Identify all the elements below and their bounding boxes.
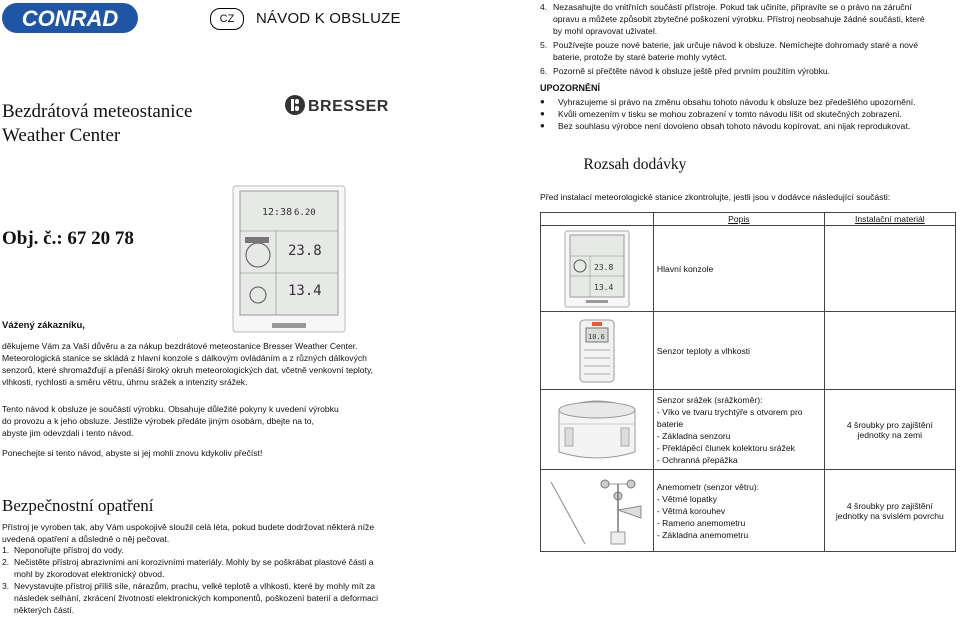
list-text: baterie, protože by staré baterie mohly vytéct. [553, 52, 727, 62]
bullet-icon: ● [540, 97, 545, 106]
main-console-image [564, 230, 630, 308]
delivery-table [540, 212, 956, 552]
table-cell-material [824, 470, 955, 552]
list-text: opravu a můžete způsobit zbytečné poškození výrobku. Přístroj neobsahuje žádné součásti, které [553, 14, 925, 24]
delivery-intro: Před instalací meteorologické stanice zkontrolujte, jestli jsou v dodávce následující součásti: [540, 192, 891, 202]
list-item [2, 580, 412, 592]
table-row [541, 226, 956, 312]
safety-heading: Bezpečnostní opatření [2, 496, 154, 515]
greeting: Vážený zákazníku, [2, 320, 85, 331]
safety-list-continued [540, 1, 950, 77]
list-text: Kvůli omezením v tisku se mohou zobrazení v tomto návodu lišit od skutečných zobrazení. [558, 109, 902, 119]
bresser-logo-text: BRESSER [308, 98, 389, 115]
safety-paragraph [2, 521, 402, 545]
anemometer-image [545, 474, 649, 548]
text-line: jednotky na svislém povrchu [835, 510, 944, 521]
text-line: Senzor srážek (srážkoměr): [656, 394, 763, 405]
text-line: - Větrná korouhev [656, 505, 726, 516]
list-text: mohl by zkorodovat elektronický obvod. [14, 569, 165, 579]
list-item [540, 25, 950, 37]
safety-list [2, 544, 412, 616]
text-line: jednotky na zemi [857, 429, 923, 440]
table-row [541, 312, 956, 390]
list-number: 1. [2, 545, 10, 555]
list-number: 4. [540, 2, 548, 12]
warning-list [540, 96, 955, 132]
text-line: senzorů, které shromažďují a přenáší široký okruh meteorologických dat, včetně venkovní teploty, [2, 365, 374, 375]
table-row [541, 470, 956, 552]
list-item [540, 108, 955, 120]
list-item [540, 120, 955, 132]
text-line: baterie [656, 418, 684, 429]
list-item [540, 1, 950, 13]
svg-text:10.6: 10.6 [587, 332, 605, 341]
text-line: Meteorologická stanice se skládá z hlavní konzole s dálkovým ovládáním a z různých dálkových [2, 353, 367, 363]
text-line: 4 šroubky pro zajištění [846, 419, 933, 430]
list-text: Neponořujte přístroj do vody. [14, 545, 124, 555]
delivery-heading: Rozsah dodávky [583, 156, 687, 173]
list-text: Vyhrazujeme si právo na změnu obsahu tohoto návodu k obsluze bez předešlého upozornění. [558, 97, 916, 107]
intro-paragraph-3: Ponechejte si tento návod, abyste si jej mohli znovu kdykoliv přečíst! [2, 448, 263, 458]
table-cell-material [824, 390, 955, 470]
text-line: - Větrné lopatky [656, 493, 718, 504]
list-number: 3. [2, 581, 10, 591]
list-item [2, 592, 412, 604]
list-text: Nezasahujte do vnitřních součástí přístroje. Pokud tak učiníte, připravíte se o právo na záruční [553, 2, 912, 12]
svg-text:6.20: 6.20 [294, 208, 316, 218]
bresser-logo [284, 94, 400, 116]
conrad-logo-text: CONRAD [21, 6, 119, 31]
intro-paragraph-1 [2, 340, 402, 388]
table-cell-material [824, 312, 955, 390]
warning-heading: UPOZORNĚNÍ [540, 83, 601, 93]
list-text: by mohl opravovat uživatel. [553, 26, 658, 36]
bullet-icon: ● [540, 109, 545, 118]
list-number: 6. [540, 66, 548, 76]
table-cell-description: Senzor teploty a vlhkosti [653, 312, 824, 390]
list-text: následek selhání, zkrácení životnosti elektronických komponentů, poškození baterií a deformaci [14, 593, 378, 603]
list-item [2, 568, 412, 580]
list-text: některých částí. [14, 605, 75, 615]
list-text: Pozorně si přečtěte návod k obsluze ještě před prvním použitím výrobku. [553, 66, 831, 76]
conrad-logo [0, 0, 140, 38]
text-line: - Základna senzoru [656, 430, 731, 441]
product-title-line2: Weather Center [2, 125, 121, 146]
list-item [540, 39, 950, 51]
text-line: uvedená opatření a důsledně o něj pečovat. [2, 534, 170, 544]
table-cell-image [541, 312, 654, 390]
list-item [540, 51, 950, 63]
text-line: Anemometr (senzor větru): [656, 481, 760, 492]
list-number: 5. [540, 40, 548, 50]
svg-text:23.8: 23.8 [593, 262, 614, 272]
weather-station-console-image [232, 185, 346, 333]
bullet-icon: ● [540, 121, 545, 130]
table-cell-description [653, 390, 824, 470]
text-line: - Rameno anemometru [656, 517, 746, 528]
list-number: 2. [2, 557, 10, 567]
list-text: Nečistěte přístroj abrazivními ani korozivními materiály. Mohly by se poškrábat plastové části a [14, 557, 374, 567]
list-text: Bez souhlasu výrobce není dovoleno obsah tohoto návodu kopírovat, ani nijak reprodukovat. [558, 121, 911, 131]
text-line: do provozu a k jeho obsluze. Jestliže výrobek předáte jiným osobám, dbejte na to, [2, 416, 314, 426]
column-material: Instalační materiál [824, 213, 955, 226]
doc-title: NÁVOD K OBSLUZE [256, 10, 401, 27]
table-cell-description: Hlavní konzole [653, 226, 824, 312]
column-description: Popis [653, 213, 824, 226]
table-row [541, 390, 956, 470]
order-number: Obj. č.: 67 20 78 [2, 228, 134, 249]
svg-text:13.4: 13.4 [593, 282, 614, 292]
table-cell-image [541, 226, 654, 312]
list-item [540, 13, 950, 25]
table-header-cell [541, 213, 654, 226]
text-line: Přístroj je vyroben tak, aby Vám uspokojivě sloužil celá léta, pokud budete dodržovat některá níže [2, 522, 375, 532]
text-line: - Víko ve tvaru trychtýře s otvorem pro [656, 406, 803, 417]
text-line: - Základna anemometru [656, 529, 749, 540]
table-cell-image [541, 470, 654, 552]
list-text: Používejte pouze nové baterie, jak určuje návod k obsluze. Nemíchejte dohromady staré a nové [553, 40, 918, 50]
table-cell-image [541, 390, 654, 470]
svg-text:23.8: 23.8 [288, 243, 322, 259]
text-line: - Ochranná přepážka [656, 454, 738, 465]
product-title [2, 100, 192, 148]
text-line: Tento návod k obsluze je součástí výrobku. Obsahuje důležité pokyny k uvedení výrobku [2, 404, 339, 414]
svg-text:12:38: 12:38 [262, 207, 293, 218]
text-line: vlhkosti, rychlosti a směru větru, úhrnu srážek a intenzity srážek. [2, 377, 248, 387]
table-header-row [541, 213, 956, 226]
text-line: 4 šroubky pro zajištění [846, 500, 933, 511]
product-title-line1: Bezdrátová meteostanice [2, 101, 193, 122]
language-badge: CZ [210, 8, 244, 30]
list-item [540, 65, 950, 77]
text-line: děkujeme Vám za Vaši důvěru a za nákup bezdrátové meteostanice Bresser Weather Center. [2, 341, 358, 351]
list-item [2, 544, 412, 556]
list-text: Nevystavujte přístroj příliš síle, nárazům, prachu, velké teplotě a vlhkosti, které by mohly mít za [14, 581, 376, 591]
list-item [2, 604, 412, 616]
table-cell-material [824, 226, 955, 312]
rain-gauge-image [545, 394, 649, 466]
text-line: abyste jim odevzdali i tento návod. [2, 428, 134, 438]
list-item [540, 96, 955, 108]
table-cell-description [653, 470, 824, 552]
svg-text:13.4: 13.4 [288, 283, 322, 299]
list-item [2, 556, 412, 568]
intro-paragraph-2 [2, 403, 402, 439]
thermo-hygro-sensor-image [572, 316, 622, 386]
text-line: - Překlápěcí člunek kolektoru srážek [656, 442, 795, 453]
